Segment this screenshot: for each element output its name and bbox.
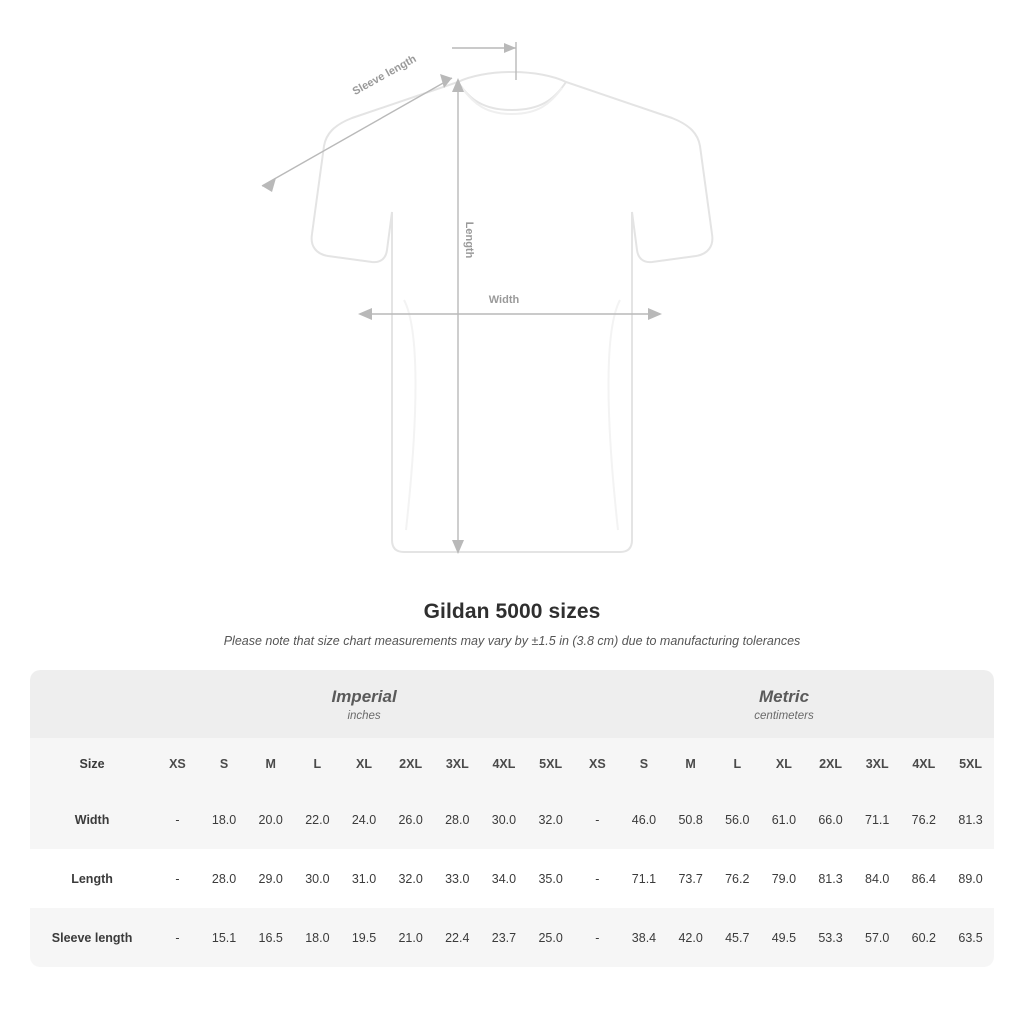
measurement-cell: 49.5 [761,908,808,967]
size-header-cell: S [201,738,248,790]
size-header-cell: L [294,738,341,790]
measurement-cell: 28.0 [201,849,248,908]
measurement-cell: 84.0 [854,849,901,908]
measurement-cell: 24.0 [341,790,388,849]
measurement-cell: 53.3 [807,908,854,967]
table-row [30,790,994,849]
measurement-cell: 45.7 [714,908,761,967]
measurement-cell: 30.0 [481,790,528,849]
measurement-cell: 22.4 [434,908,481,967]
measurement-cell: 19.5 [341,908,388,967]
measurement-cell: 38.4 [621,908,668,967]
measurement-cell: 33.0 [434,849,481,908]
measurement-cell: 56.0 [714,790,761,849]
measurement-cell: 81.3 [947,790,994,849]
tolerance-note: Please note that size chart measurements may vary by ±1.5 in (3.8 cm) due to manufacturing tolerances [223,634,801,648]
size-header-cell: 4XL [901,738,948,790]
size-header-cell: 5XL [527,738,574,790]
size-header-cell: M [667,738,714,790]
length-label: Length [463,221,475,259]
measurement-cell: 18.0 [201,790,248,849]
page-title: Gildan 5000 sizes [423,600,601,623]
size-header-cell: 2XL [807,738,854,790]
measurement-cell: - [574,908,621,967]
table-row [30,908,994,967]
measurement-cell: 21.0 [387,908,434,967]
measurement-cell: - [574,790,621,849]
measurement-cell: - [154,790,201,849]
measurement-cell: 20.0 [247,790,294,849]
size-header-cell: 4XL [481,738,528,790]
unit-header-metric [574,670,994,738]
measurement-cell: 35.0 [527,849,574,908]
measurement-cell: 76.2 [901,790,948,849]
measurement-cell: - [154,849,201,908]
measurement-cell: 73.7 [667,849,714,908]
measurement-cell: 34.0 [481,849,528,908]
size-header-cell: 2XL [387,738,434,790]
size-header-row [30,738,994,790]
unit-subtitle: inches [347,709,381,722]
measurement-cell: 30.0 [294,849,341,908]
measurement-cell: 28.0 [434,790,481,849]
width-label: Width [488,294,520,306]
measurement-cell: 18.0 [294,908,341,967]
unit-name: Imperial [331,687,397,707]
measurement-cell: 71.1 [621,849,668,908]
row-label: Width [30,790,154,849]
row-label: Sleeve length [30,908,154,967]
measurement-cell: 79.0 [761,849,808,908]
measurement-cell: - [574,849,621,908]
unit-header-imperial [154,670,574,738]
measurement-cell: 81.3 [807,849,854,908]
size-header-cell: XL [761,738,808,790]
size-header-label: Size [30,738,154,790]
measurement-cell: 76.2 [714,849,761,908]
size-header-cell: XS [154,738,201,790]
measurement-cell: 60.2 [901,908,948,967]
unit-header-row [30,670,994,738]
size-table-wrapper [30,670,994,967]
measurement-cell: 89.0 [947,849,994,908]
measurement-cell: 71.1 [854,790,901,849]
measurement-cell: 25.0 [527,908,574,967]
measurement-cell: 32.0 [387,849,434,908]
measurement-cell: 31.0 [341,849,388,908]
measurement-cell: 66.0 [807,790,854,849]
size-header-cell: S [621,738,668,790]
size-header-cell: XS [574,738,621,790]
sleeve-length-label: Sleeve length [350,52,419,98]
measurement-cell: 61.0 [761,790,808,849]
unit-subtitle: centimeters [754,709,814,722]
size-header-cell: XL [341,738,388,790]
measurement-cell: 22.0 [294,790,341,849]
title-block [0,600,1024,648]
measurement-cell: 46.0 [621,790,668,849]
measurement-cell: 50.8 [667,790,714,849]
unit-name: Metric [758,687,810,707]
size-header-cell: 3XL [434,738,481,790]
size-table [30,670,994,967]
size-header-cell: 5XL [947,738,994,790]
measurement-cell: 29.0 [247,849,294,908]
measurement-cell: 57.0 [854,908,901,967]
size-header-cell: 3XL [854,738,901,790]
measurement-cell: 23.7 [481,908,528,967]
table-corner-cell [30,670,154,738]
measurement-cell: 15.1 [201,908,248,967]
measurement-cell: 26.0 [387,790,434,849]
row-label: Length [30,849,154,908]
size-header-cell: M [247,738,294,790]
measurement-cell: 42.0 [667,908,714,967]
measurement-cell: 16.5 [247,908,294,967]
measurement-cell: 63.5 [947,908,994,967]
table-row [30,849,994,908]
size-header-cell: L [714,738,761,790]
measurement-cell: - [154,908,201,967]
measurement-cell: 86.4 [901,849,948,908]
measurement-cell: 32.0 [527,790,574,849]
